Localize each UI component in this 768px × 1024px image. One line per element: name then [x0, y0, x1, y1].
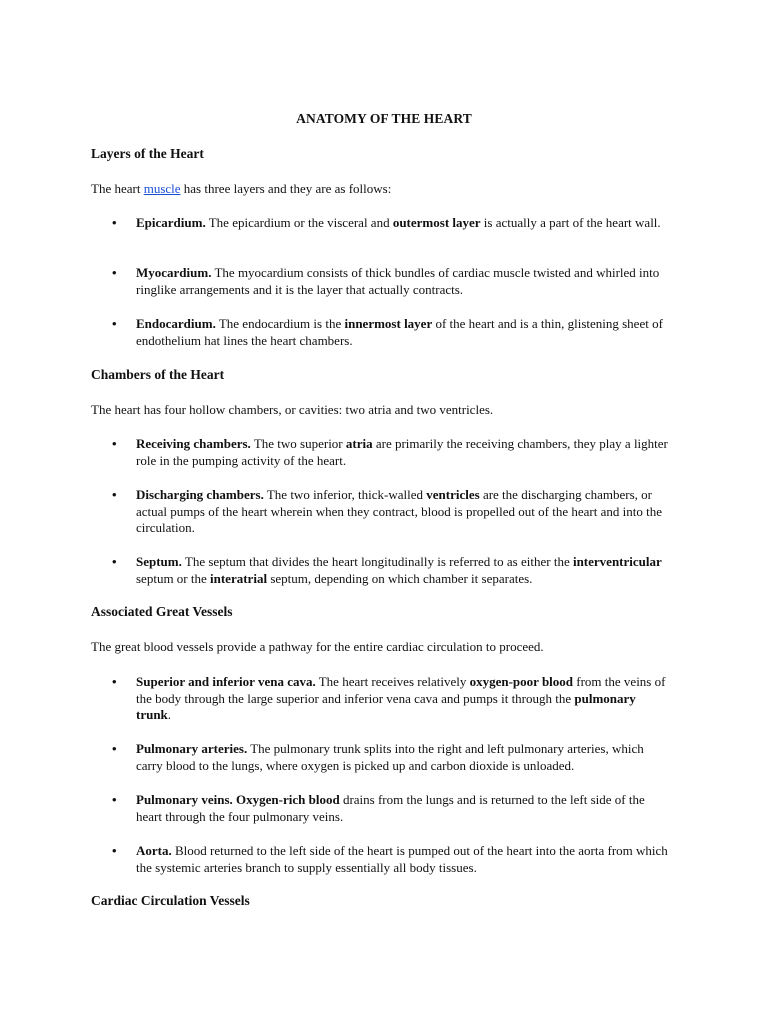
item-text: drains from the lungs and is returned to the left side of the heart through the four pulmonary veins.: [136, 792, 645, 824]
layers-intro-text-end: has three layers and they are as follows:: [180, 181, 392, 196]
item-term: Aorta.: [136, 843, 172, 858]
list-item: [112, 316, 672, 349]
list-item: [112, 487, 672, 537]
item-text: septum, depending on which chamber it separates.: [267, 570, 533, 586]
item-bold: interventricular: [572, 554, 662, 569]
item-text: The two superior: [250, 436, 346, 451]
item-bold: oxygen-poor blood: [469, 674, 574, 689]
item-bold: atria: [345, 436, 373, 451]
item-text: The two inferior, thick-walled: [263, 487, 427, 502]
item-text: The heart receives relatively: [315, 674, 470, 689]
item-text: The epicardium or the visceral and: [205, 215, 393, 230]
bullet-icon: •: [112, 741, 117, 756]
section-heading-chambers: Chambers of the Heart: [91, 367, 225, 382]
bullet-icon: •: [112, 215, 117, 230]
item-text: The myocardium consists of thick bundles of cardiac muscle twisted and whirled into ringlike arrangements and it is the layer that actually contracts.: [136, 265, 660, 297]
list-item: [112, 792, 672, 825]
item-bold: Oxygen-rich blood: [236, 792, 340, 807]
list-item: [112, 554, 672, 587]
bullet-icon: •: [112, 792, 117, 807]
list-item: [112, 843, 672, 876]
list-item: [112, 436, 672, 469]
chambers-intro: The heart has four hollow chambers, or cavities: two atria and two ventricles.: [91, 402, 494, 417]
item-text: The pulmonary trunk splits into the right and left pulmonary arteries, which carry blood to the lungs, where oxygen is picked up and carbon dioxide is unloaded.: [136, 741, 644, 773]
layers-intro-text: The heart: [91, 181, 144, 196]
section-heading-cardiac-circulation: Cardiac Circulation Vessels: [91, 893, 250, 908]
great-vessels-intro: The great blood vessels provide a pathway for the entire cardiac circulation to proceed.: [91, 639, 544, 654]
section-heading-great-vessels: Associated Great Vessels: [91, 604, 233, 619]
item-term: Pulmonary arteries.: [136, 741, 248, 756]
item-bold: interatrial: [210, 570, 268, 586]
item-text: of the heart and is a thin, glistening sheet of endothelium hat lines the heart chambers.: [136, 316, 663, 348]
muscle-link[interactable]: muscle: [143, 181, 181, 196]
layers-intro: [91, 181, 691, 198]
item-text: from the veins of the body through the large superior and inferior vena cava and pumps it through the: [136, 674, 666, 706]
item-term: Discharging chambers.: [136, 487, 264, 502]
item-text: are primarily the receiving chambers, they play a lighter role in the pumping activity of the heart.: [136, 436, 668, 468]
item-bold: outermost layer: [392, 215, 481, 230]
item-text: septum or the: [136, 570, 211, 586]
item-text: The septum that divides the heart longitudinally is referred to as either the: [181, 554, 573, 569]
item-text: Blood returned to the left side of the heart is pumped out of the heart into the aorta from which the systemic arteries branch to supply essentially all body tissues.: [136, 843, 668, 875]
item-bold: pulmonary trunk: [136, 690, 636, 722]
item-bold: innermost layer: [344, 316, 433, 331]
item-text: The endocardium is the: [215, 316, 345, 331]
list-item: [112, 674, 672, 724]
bullet-icon: •: [112, 316, 117, 331]
item-text: are the discharging chambers, or actual pumps of the heart wherein when they contract, blood is propelled out of the heart and into the circulation.: [136, 487, 662, 535]
item-text: is actually a part of the heart wall.: [480, 215, 661, 230]
list-item: [112, 215, 672, 232]
bullet-icon: •: [112, 487, 117, 502]
item-term: Endocardium.: [136, 316, 216, 331]
bullet-icon: •: [112, 265, 117, 280]
list-item: [112, 741, 672, 774]
item-term: Myocardium.: [136, 265, 212, 280]
bullet-icon: •: [112, 843, 117, 858]
item-term: Septum.: [136, 554, 182, 569]
section-heading-layers: Layers of the Heart: [91, 146, 204, 161]
bullet-icon: •: [112, 436, 117, 451]
bullet-icon: •: [112, 554, 117, 569]
item-term: Receiving chambers.: [136, 436, 251, 451]
bullet-icon: •: [112, 674, 117, 689]
item-text: .: [167, 707, 172, 722]
item-term: Pulmonary veins.: [136, 792, 233, 807]
list-item: [112, 265, 672, 298]
item-term: Superior and inferior vena cava.: [136, 674, 316, 689]
document-title: ANATOMY OF THE HEART: [296, 111, 472, 126]
item-bold: ventricles: [426, 487, 480, 502]
item-term: Epicardium.: [136, 215, 206, 230]
